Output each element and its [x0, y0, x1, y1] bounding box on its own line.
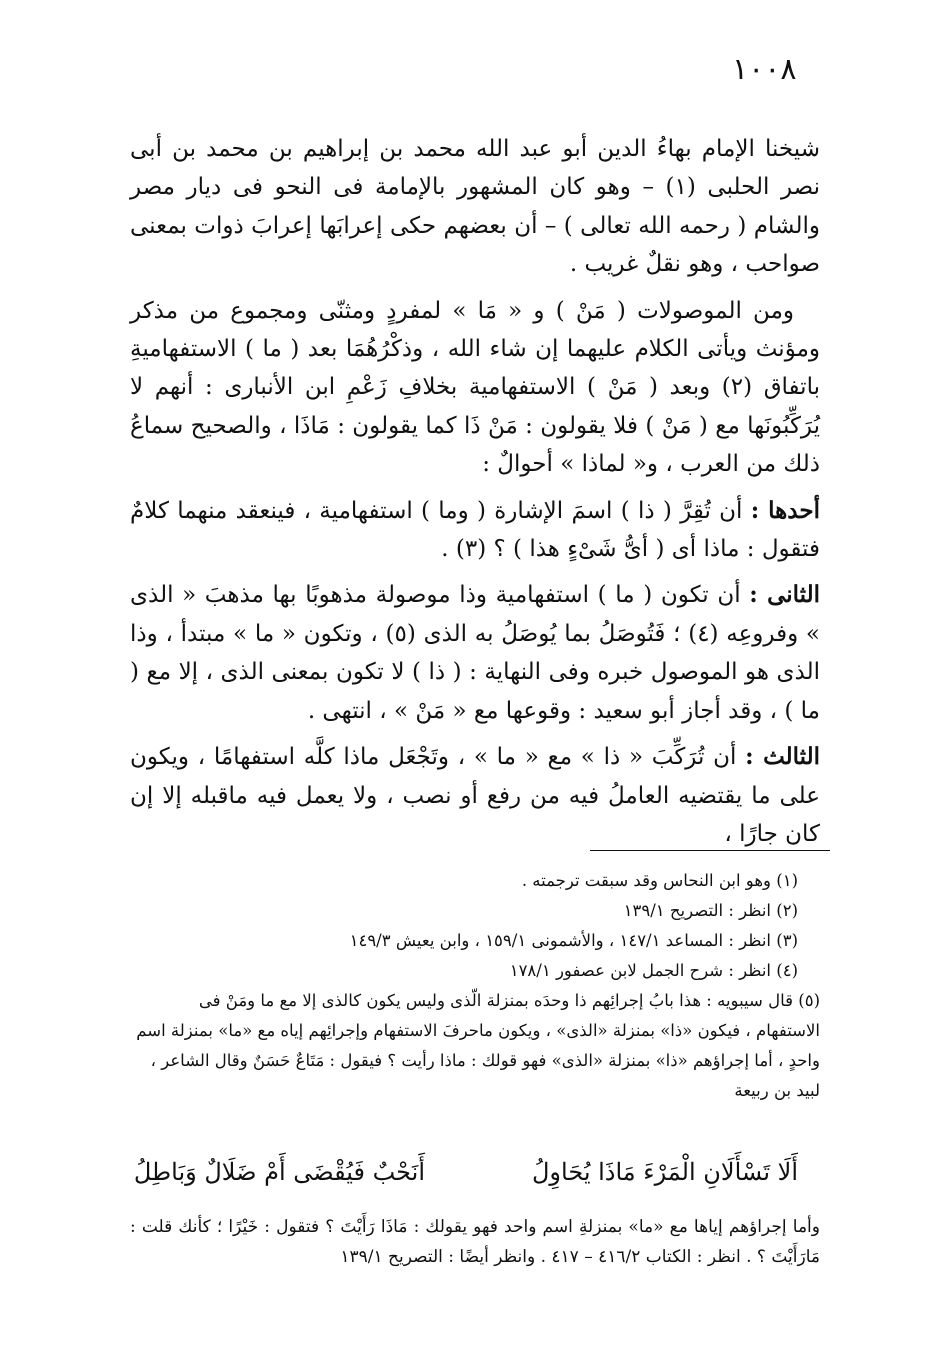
- paragraph-4: [130, 576, 820, 730]
- paragraph-3-heading: أحدها :: [750, 496, 820, 524]
- footnote-divider: [590, 850, 830, 851]
- poetry-verse: [130, 1152, 820, 1192]
- paragraph-5: [130, 738, 820, 853]
- paragraph-4-heading: الثانى :: [749, 581, 821, 609]
- footnote-5: (٥) قال سيبويه : هذا بابُ إجرائِهم ذا وحدَه بمنزلة الّذى وليس يكون كالذى إلا مع ما ومَنْ فى الاستفهام ، فيكون «ذا» بمنزلة «الذى» ، ويكون ماحرفَ الاستفهام وإجرائِهم إياه مع «ما» بمنزلة اسم واحدٍ ، أما إجراؤهم «ذا» بمنزلة «الذى» فهو قولك : ماذا رأيت ؟ فيقول : مَتَاعٌ حَسَنٌ وقال الشاعر ، لبيد بن ربيعة: [136, 991, 820, 1100]
- paragraph-5-heading: الثالث :: [745, 743, 821, 771]
- paragraph-3: [130, 492, 820, 569]
- footnote-5-continuation: [130, 1212, 820, 1272]
- paragraph-2: ومن الموصولات ( مَنْ ) و « مَا » لمفردٍ ومثنّى ومجموع من مذكر ومؤنث ويأتى الكلام عليهما إن شاء الله ، وذكْرُهُمَا بعد ( ما ) الاستفهاميةِ باتفاق (٢) وبعد ( مَنْ ) الاستفهامية بخلافِ زَعْمِ ابن الأنبارى : أنهم لا يُرَكِّبُونَها مع ( مَنْ ) فلا يقولون : مَنْ ذَا كما يقولون : مَاذَا ، والصحيح سماعُ ذلك من العرب ، و« لماذا » أحوالٌ :: [130, 297, 820, 478]
- verse-second-hemistich: أَنَحْبٌ فَيُقْضَى أَمْ ضَلَالٌ وَبَاطِلُ: [133, 1158, 425, 1186]
- verse-first-hemistich: أَلَا تَسْأَلَانِ الْمَرْءَ مَاذَا يُحَاوِلُ: [531, 1158, 798, 1186]
- paragraph-3-text: أن تُقِرَّ ( ذا ) اسمَ الإشارة ( وما ) استفهامية ، فينعقد منهما كلامٌ فتقول : ماذا أى ( أىُّ شَىْءٍ هذا ) ؟ (٣) .: [130, 497, 820, 563]
- footnote-3: (٣) انظر : المساعد ١٤٧/١ ، والأشمونى ١٥٩/١ ، وابن يعيش ١٤٩/٣: [349, 931, 798, 950]
- paragraph-1: شيخنا الإمام بهاءُ الدين أبو عبد الله محمد بن إبراهيم بن محمد بن أبى نصر الحلبى (١) – وهو كان المشهور بالإمامة فى النحو فى ديار مصر والشام ( رحمه الله تعالى ) – أن بعضهم حكى إعرابَها إعرابَ ذوات بمعنى صواحب ، وهو نقلٌ غريب .: [130, 136, 821, 278]
- footnote-4: (٤) انظر : شرح الجمل لابن عصفور ١٧٨/١: [509, 961, 798, 980]
- paragraph-4-text: أن تكون ( ما ) استفهامية وذا موصولة مذهوبًا بها مذهبَ « الذى » وفروعِه (٤) ؛ فَتُوصَلُ بما يُوصَلُ به الذى (٥) ، وتكون « ما » مبتدأ ، وذا الذى هو الموصول خبره وفى النهاية : ( ذا ) لا تكون بمعنى الذى ، إلا مع ( ما ) ، وقد أجاز أبو سعيد : وقوعها مع « مَنْ » ، انتهى .: [130, 582, 821, 724]
- main-text: [130, 130, 820, 853]
- footnotes: [130, 866, 820, 1106]
- paragraph-5-text: أن تُرَكِّبَ « ذا » مع « ما » ، وتَجْعَل ماذا كلَّه استفهامًا ، ويكون على ما يقتضيه العاملُ فيه من رفع أو نصب ، ولا يعمل فيه ماقبله إلا إن كان جارًا ،: [130, 744, 821, 847]
- footnote-1: (١) وهو ابن النحاس وقد سبقت ترجمته .: [521, 871, 798, 890]
- footnote-5-tail: وأما إجراؤهم إياها مع «ما» بمنزلةِ اسم واحد فهو يقولك : مَاذَا رَأَيْتَ ؟ فتقول : خَيْرًا ؛ كأنك قلت : مَارَأَيْتَ ؟ . انظر : الكتاب ٤١٦/٢ – ٤١٧ . وانظر أيضًا : التصريح ١٣٩/١: [130, 1217, 820, 1267]
- footnote-2: (٢) انظر : التصريح ١٣٩/١: [623, 901, 798, 920]
- page-number: ١٠٠٨: [732, 52, 797, 87]
